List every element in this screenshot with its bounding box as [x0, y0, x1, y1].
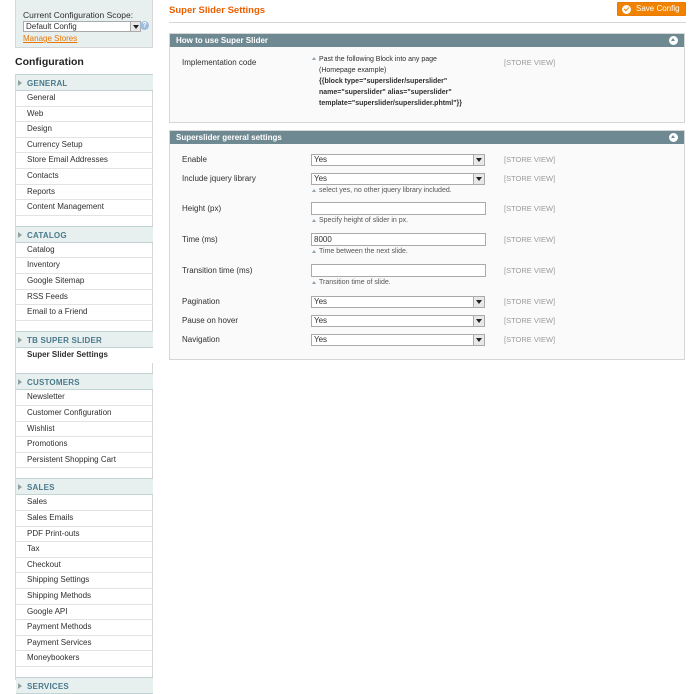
general-settings-title: Superslider gereral settings — [176, 133, 282, 142]
field-note: select yes, no other jquery library included. — [311, 187, 452, 194]
scope-label: [STORE VIEW] — [504, 204, 556, 213]
sidebar-item[interactable]: Web — [16, 107, 153, 123]
field-label: Navigation — [182, 335, 220, 344]
chevron-down-icon[interactable] — [473, 335, 484, 345]
sidebar-item[interactable]: General — [16, 91, 153, 107]
expand-arrow-icon — [18, 232, 22, 238]
sidebar-item[interactable]: Inventory — [16, 258, 153, 274]
scope-select[interactable] — [23, 21, 141, 32]
general-settings-fieldset — [169, 130, 685, 360]
sidebar-item[interactable]: Promotions — [16, 437, 153, 453]
collapse-icon[interactable] — [669, 36, 678, 45]
implementation-code — [311, 54, 481, 109]
divider — [169, 22, 686, 23]
field-select[interactable] — [311, 154, 485, 166]
scope-label: [STORE VIEW] — [504, 316, 556, 325]
sidebar-section-title: GENERAL — [27, 79, 68, 88]
field-input[interactable] — [311, 264, 486, 277]
expand-arrow-icon — [18, 683, 22, 689]
how-to-header[interactable] — [170, 34, 684, 47]
scope-label: [STORE VIEW] — [504, 335, 556, 344]
manage-stores-link[interactable]: Manage Stores — [23, 34, 78, 43]
sidebar-title: Configuration — [15, 56, 84, 68]
chevron-down-icon[interactable] — [130, 22, 140, 31]
sidebar-section-header[interactable] — [16, 373, 153, 390]
expand-arrow-icon — [18, 379, 22, 385]
how-to-title: How to use Super Slider — [176, 36, 269, 45]
field-input[interactable]: 8000 — [311, 233, 486, 246]
code-line: name="superslider" alias="superslider" — [319, 89, 452, 96]
scope-select-value: Default Config — [26, 22, 77, 31]
sidebar-section-header[interactable] — [16, 331, 153, 348]
sidebar-item[interactable]: Google API — [16, 605, 153, 621]
select-value: Yes — [314, 335, 328, 344]
sidebar-item[interactable]: Shipping Methods — [16, 589, 153, 605]
sidebar-item[interactable]: Moneybookers — [16, 651, 153, 667]
code-line: {{block type="superslider/superslider" — [319, 78, 448, 85]
sidebar-item[interactable]: Wishlist — [16, 422, 153, 438]
chevron-down-icon[interactable] — [473, 155, 484, 165]
collapse-icon[interactable] — [669, 133, 678, 142]
code-line: Past the following Block into any page — [319, 56, 437, 63]
sidebar-item[interactable]: PDF Print-outs — [16, 527, 153, 543]
sidebar-section-title: CUSTOMERS — [27, 378, 80, 388]
sidebar-item[interactable]: Sales — [16, 495, 153, 511]
sidebar-item[interactable]: Customer Configuration — [16, 406, 153, 422]
sidebar-item[interactable]: Shipping Settings — [16, 573, 153, 589]
implementation-code-label: Implementation code — [182, 58, 257, 67]
chevron-down-icon[interactable] — [473, 316, 484, 326]
select-value: Yes — [314, 155, 328, 164]
chevron-down-icon[interactable] — [473, 174, 484, 184]
scope-label: [STORE VIEW] — [504, 235, 556, 244]
sidebar-item[interactable]: Google Sitemap — [16, 274, 153, 290]
sidebar-item[interactable]: RSS Feeds — [16, 290, 153, 306]
how-to-fieldset — [169, 33, 685, 123]
sidebar-nav — [15, 74, 153, 691]
save-config-button[interactable] — [617, 2, 686, 16]
sidebar-section-title: SERVICES — [27, 682, 69, 691]
sidebar-item[interactable]: Persistent Shopping Cart — [16, 453, 153, 469]
field-note: Time between the next slide. — [311, 248, 408, 255]
sidebar-section-header[interactable] — [16, 226, 153, 243]
field-select[interactable] — [311, 173, 485, 185]
sidebar-section-title: CATALOG — [27, 230, 67, 240]
sidebar-section-header[interactable] — [16, 677, 153, 694]
sidebar-section-title: TB SUPER SLIDER — [27, 335, 103, 345]
scope-label: [STORE VIEW] — [504, 174, 556, 183]
field-note: Specify height of slider in px. — [311, 217, 408, 224]
sidebar-section-title: SALES — [27, 483, 55, 493]
field-label: Time (ms) — [182, 235, 218, 244]
sidebar-item[interactable]: Design — [16, 122, 153, 138]
sidebar-item[interactable]: Content Management — [16, 200, 153, 216]
field-label: Transition time (ms) — [182, 266, 253, 275]
sidebar-item[interactable]: Contacts — [16, 169, 153, 185]
scope-label: [STORE VIEW] — [504, 266, 556, 275]
sidebar-item[interactable]: Super Slider Settings — [16, 348, 153, 364]
checkmark-icon — [622, 5, 631, 14]
sidebar-item[interactable]: Currency Setup — [16, 138, 153, 154]
field-note: Transition time of slide. — [311, 279, 391, 286]
sidebar-item[interactable]: Payment Methods — [16, 620, 153, 636]
sidebar-item[interactable]: Tax — [16, 542, 153, 558]
sidebar-section-header[interactable] — [16, 478, 153, 495]
sidebar-item[interactable]: Catalog — [16, 243, 153, 259]
scope-switcher — [15, 0, 153, 48]
help-icon[interactable]: ? — [140, 21, 149, 30]
select-value: Yes — [314, 174, 328, 183]
save-config-label: Save Config — [636, 4, 680, 13]
sidebar-item[interactable]: Reports — [16, 185, 153, 201]
how-to-body — [170, 47, 684, 122]
field-label: Height (px) — [182, 204, 222, 213]
field-label: Pagination — [182, 297, 220, 306]
sidebar-item[interactable]: Payment Services — [16, 636, 153, 652]
code-line: template="superslider/superslider.phtml"}} — [319, 100, 462, 107]
scope-label: Current Configuration Scope: — [23, 10, 134, 20]
field-select[interactable] — [311, 296, 485, 308]
sidebar-item[interactable]: Checkout — [16, 558, 153, 574]
general-settings-body — [170, 144, 684, 359]
field-input[interactable] — [311, 202, 486, 215]
field-label: Include jquery library — [182, 174, 256, 183]
field-select[interactable] — [311, 334, 485, 346]
sidebar-item[interactable]: Sales Emails — [16, 511, 153, 527]
select-value: Yes — [314, 297, 328, 306]
scope-label: [STORE VIEW] — [504, 297, 556, 306]
chevron-down-icon[interactable] — [473, 297, 484, 307]
code-line: (Homepage example) — [319, 67, 387, 74]
expand-arrow-icon — [18, 80, 22, 86]
sidebar-item[interactable]: Newsletter — [16, 390, 153, 406]
expand-arrow-icon — [18, 484, 22, 490]
field-select[interactable] — [311, 315, 485, 327]
page-title: Super Slider Settings — [169, 5, 266, 16]
general-settings-header[interactable] — [170, 131, 684, 144]
sidebar — [0, 0, 153, 691]
scope-label: [STORE VIEW] — [504, 58, 556, 67]
select-value: Yes — [314, 316, 328, 325]
expand-arrow-icon — [18, 337, 22, 343]
sidebar-item[interactable]: Store Email Addresses — [16, 153, 153, 169]
sidebar-item[interactable]: Email to a Friend — [16, 305, 153, 321]
scope-label: [STORE VIEW] — [504, 155, 556, 164]
field-label: Pause on hover — [182, 316, 239, 325]
sidebar-section-header[interactable] — [16, 74, 153, 91]
field-label: Enable — [182, 155, 207, 164]
